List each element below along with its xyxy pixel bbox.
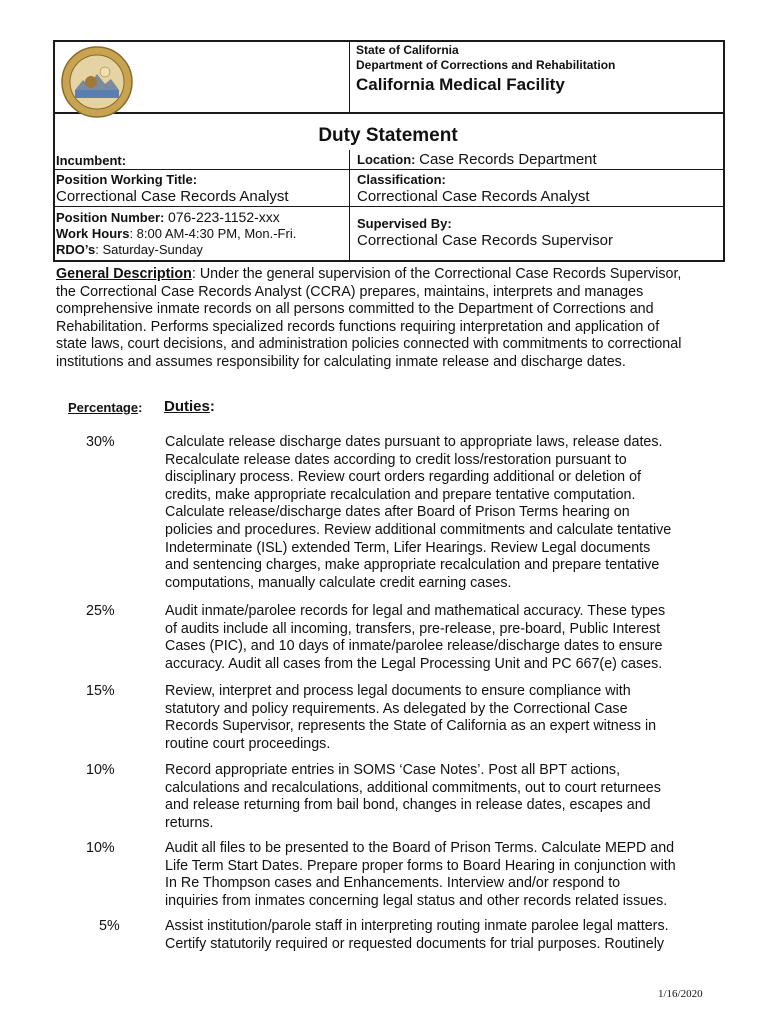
classification-value: Correctional Case Records Analyst: [357, 188, 590, 205]
general-description-line: Rehabilitation. Performs specialized records functions requiring interpretation and application of: [56, 318, 660, 335]
supervised-by-label: Supervised By:: [357, 216, 452, 231]
state-seal-icon: [61, 46, 133, 118]
general-description-line: institutions and assumes responsibility for calculating inmate release and discharge dates.: [56, 353, 626, 370]
work-hours-value: : 8:00 AM-4:30 PM, Mon.-Fri.: [129, 226, 297, 241]
duty-text: [165, 762, 695, 832]
duty-text: [165, 918, 695, 953]
duty-line: calculations and recalculations, additional commitments, out to court returnees: [165, 779, 661, 796]
location-value: Case Records Department: [419, 151, 597, 168]
state-name: State of California: [356, 43, 459, 57]
duties-colon: :: [209, 398, 215, 415]
duty-line: Audit all files to be presented to the Board of Prison Terms. Calculate MEPD and: [165, 840, 675, 856]
footer-date: 1/16/2020: [658, 988, 703, 1000]
position-number-value: 076-223-1152-xxx: [167, 209, 280, 225]
duties-label: Duties: [164, 398, 210, 415]
header-divider-vertical: [349, 41, 350, 113]
duty-line: Review, interpret and process legal documents to ensure compliance with: [165, 683, 631, 699]
general-description-line: comprehensive inmate records on all persons committed to the Department of Corrections and: [56, 301, 654, 318]
duty-line: Audit inmate/parolee records for legal and mathematical accuracy. These types: [165, 603, 666, 619]
duty-line: Certify statutorily required or requested documents for trial purposes. Routinely: [165, 935, 665, 952]
general-description-text: : Under the general supervision of the Correctional Case Records Supervisor,: [191, 266, 682, 282]
duty-percent: 10%: [86, 762, 115, 778]
rdo-line: [56, 241, 203, 259]
duty-line: policies and procedures. Review additional commitments and calculate tentative: [165, 521, 672, 538]
duty-line: Record appropriate entries in SOMS ‘Case Notes’. Post all BPT actions,: [165, 762, 621, 778]
position-title-label: Position Working Title:: [56, 172, 198, 187]
duty-line: In Re Thompson cases and Enhancements. Interview and/or respond to: [165, 875, 621, 892]
general-description: [56, 266, 714, 372]
classification-label: Classification:: [357, 172, 446, 187]
duty-line: returns.: [165, 814, 214, 831]
duty-line: Indeterminate (ISL) extended Term, Lifer Hearings. Review Legal documents: [165, 539, 651, 556]
duty-line: disciplinary process. Review court orders regarding additional or deletion of: [165, 469, 642, 486]
rdo-value: : Saturday-Sunday: [95, 242, 203, 257]
duty-percent: 5%: [99, 918, 120, 934]
row-divider-2: [54, 206, 724, 207]
location-line: [357, 151, 597, 169]
position-title-value: Correctional Case Records Analyst: [56, 188, 289, 205]
duty-percent: 15%: [86, 683, 115, 699]
percentage-colon: :: [138, 400, 143, 415]
duty-line: inquiries from inmates concerning legal status and other records related issues.: [165, 892, 668, 909]
duties-header: [68, 399, 142, 417]
duty-line: Cases (PIC), and 10 days of inmate/parolee release/discharge dates to ensure: [165, 638, 663, 655]
duty-line: Calculate release/discharge dates after Board of Prison Terms hearing on: [165, 504, 630, 521]
department-name: Department of Corrections and Rehabilitation: [356, 58, 616, 72]
duty-line: accuracy. Audit all cases from the Legal Processing Unit and PC 667(e) cases.: [165, 655, 663, 672]
general-description-line: state laws, court decisions, and administration policies connected with commitments to correctional: [56, 336, 682, 353]
duty-percent: 25%: [86, 603, 115, 619]
duties-label-wrap: [164, 398, 215, 416]
duty-percent: 30%: [86, 434, 115, 450]
duty-line: Calculate release discharge dates pursuant to appropriate laws, release dates.: [165, 434, 663, 450]
duty-line: computations, manually calculate credit earning cases.: [165, 574, 512, 591]
duty-line: statutory and policy requirements. As delegated by the Correctional Case: [165, 700, 628, 717]
supervised-by-value: Correctional Case Records Supervisor: [357, 232, 613, 249]
duty-line: of audits include all incoming, transfers, pre-release, pre-board, Public Interest: [165, 620, 661, 637]
row-divider-1: [54, 169, 724, 170]
duty-line: Life Term Start Dates. Prepare proper forms to Board Hearing in conjunction with: [165, 857, 676, 874]
percentage-label: Percentage: [68, 400, 139, 415]
duty-text: [165, 603, 695, 673]
rdo-label: RDO’s: [56, 242, 96, 257]
duty-percent: 10%: [86, 840, 115, 856]
duty-line: credits, make appropriate recalculation and prepare tentative computation.: [165, 486, 636, 503]
duty-line: and sentencing charges, make appropriate recalculation and prepare tentative: [165, 557, 660, 574]
duty-text: [165, 840, 695, 910]
duty-line: Assist institution/parole staff in interpreting routing inmate parolee legal matters.: [165, 918, 669, 934]
duty-line: routine court proceedings.: [165, 735, 331, 752]
location-label: Location:: [357, 152, 420, 167]
work-hours-label: Work Hours: [56, 226, 130, 241]
duty-line: and release returning from bail bond, changes in release dates, escapes and: [165, 797, 651, 814]
general-description-line: [56, 266, 714, 284]
facility-name: California Medical Facility: [356, 75, 565, 94]
position-number-label: Position Number:: [56, 210, 168, 225]
incumbent-label: Incumbent:: [56, 153, 127, 168]
general-description-line: the Correctional Case Records Analyst (CCRA) prepares, maintains, interprets and manages: [56, 283, 644, 300]
duty-line: Records Supervisor, represents the State of California as an expert witness in: [165, 718, 657, 735]
general-description-label: General Description: [56, 266, 192, 282]
duty-text: [165, 683, 695, 753]
duty-text: [165, 434, 695, 592]
duty-line: Recalculate release dates according to credit loss/restoration pursuant to: [165, 451, 627, 468]
header-divider-horizontal: [54, 112, 724, 114]
page-title: Duty Statement: [318, 125, 458, 146]
